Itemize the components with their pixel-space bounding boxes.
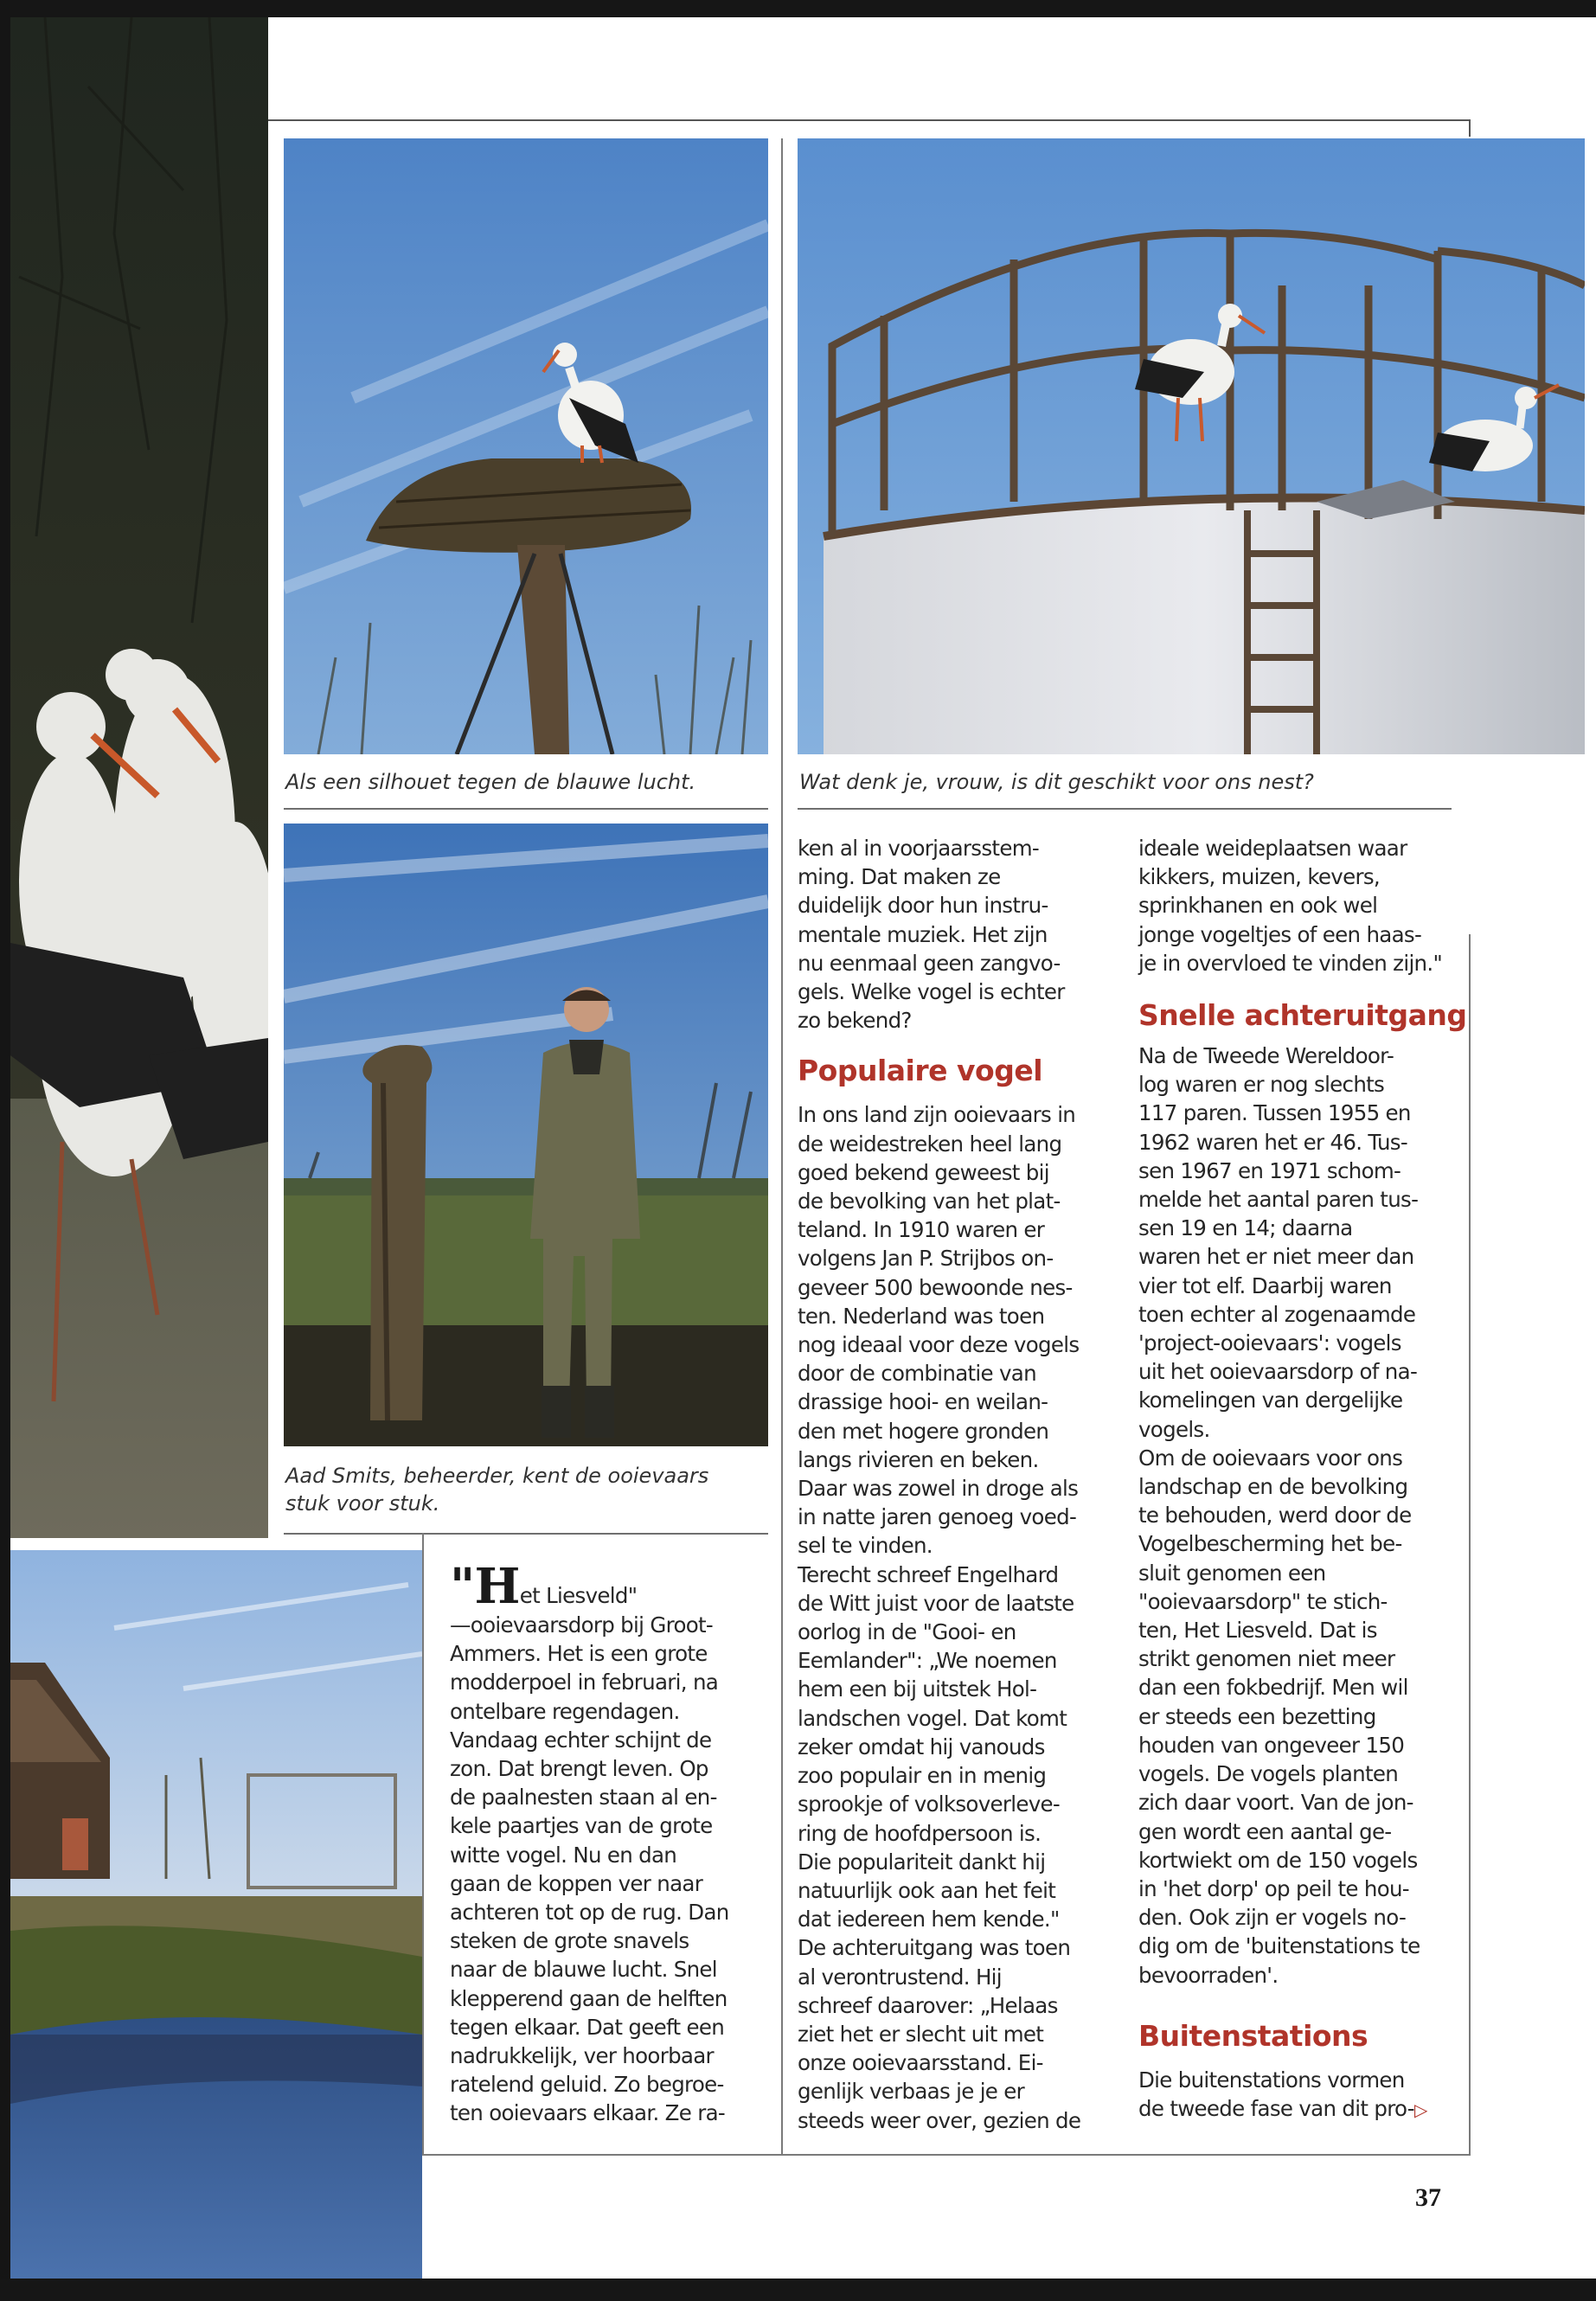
col2-body-line: zoo populair en in menig (798, 1763, 1047, 1789)
intro-line: achteren tot op de rug. Dan (450, 1900, 729, 1926)
intro-line: ten ooievaars elkaar. Ze ra- (450, 2100, 726, 2126)
intro-line: ontelbare regendagen. (450, 1698, 680, 1724)
col2-body-line: genlijk verbaas je je er (798, 2079, 1025, 2105)
col2-body-line: ten. Nederland was toen (798, 1303, 1045, 1329)
col2-body-line: ziet het er slecht uit met (798, 2021, 1044, 2047)
caption-warden (285, 1462, 753, 1517)
col2-body-line: natuurlijk ook aan het feit (798, 1877, 1056, 1903)
col2-body-line: de Witt juist voor de laatste (798, 1590, 1074, 1616)
col2-body-line: hem een bij uitstek Hol- (798, 1676, 1037, 1702)
col2-body-line: oorlog in de "Gooi- en (798, 1619, 1016, 1645)
col3-body-line: zich daar voort. Van de jon- (1138, 1790, 1413, 1816)
intro-line: zon. Dat brengt leven. Op (450, 1756, 708, 1782)
col3-body-line: strikt genomen niet meer (1138, 1646, 1395, 1672)
col3-body-line: "ooievaarsdorp" te stich- (1138, 1588, 1388, 1614)
col2-body-line: Eemlander": „We noemen (798, 1648, 1057, 1674)
col3-body-line: komelingen van dergelijke (1138, 1388, 1403, 1413)
heading-populaire-vogel: Populaire vogel (798, 1054, 1043, 1088)
heading-snelle-achteruitgang: Snelle achteruitgang (1138, 998, 1467, 1033)
intro-line: ratelend geluid. Zo begroe- (450, 2072, 724, 2098)
col3-body-line: landschap en de bevolking (1138, 1474, 1408, 1500)
page-bottom-edge (0, 2279, 1596, 2301)
col2-body-line: schreef daarover: „Helaas (798, 1992, 1058, 2018)
col3-body-line: vogels. De vogels planten (1138, 1761, 1399, 1787)
continue-arrow-icon: ▷ (1413, 2099, 1427, 2120)
col3-body-line: vier tot elf. Daarbij waren (1138, 1272, 1392, 1298)
col2-body-line: De achteruitgang was toen (798, 1935, 1071, 1961)
col2-body-line: zeker omdat hij vanouds (798, 1734, 1045, 1759)
col2-body-line: al verontrustend. Hij (798, 1964, 1002, 1990)
intro-line: steken de grote snavels (450, 1928, 689, 1954)
col3-body-line: log waren er nog slechts (1138, 1072, 1385, 1098)
col2-body-line: onze ooievaarsstand. Ei- (798, 2050, 1043, 2076)
dropcap-quote: " (450, 1558, 475, 1615)
col3-top-line: sprinkhanen en ook wel (1138, 893, 1378, 919)
col3-body-line: Na de Tweede Wereldoor- (1138, 1043, 1394, 1069)
col3-end-lines (1138, 2066, 1467, 2125)
col2-body-line: Terecht schreef Engelhard (798, 1561, 1059, 1587)
col3-top-line: je in overvloed te vinden zijn." (1138, 950, 1443, 976)
col2-body-line: door de combinatie van (798, 1361, 1036, 1387)
col2-body-line: sprookje of volksoverleve- (798, 1791, 1061, 1817)
col3-body-line: toen echter al zogenaamde (1138, 1301, 1416, 1327)
col3-body-line: sen 19 en 14; daarna (1138, 1215, 1353, 1241)
col2-body-line: steeds weer over, gezien de (798, 2107, 1081, 2133)
col2-top-lines (798, 834, 1118, 1035)
caption-warden-rule (284, 1533, 768, 1535)
intro-line: klepperend gaan de helften (450, 1985, 727, 2011)
col3-body-lines (1138, 1042, 1467, 1990)
caption-nest-rule (284, 808, 768, 810)
col2-body-lines (798, 1100, 1118, 2134)
article-column-3 (1138, 834, 1467, 2125)
page-number: 37 (1415, 2183, 1441, 2212)
col2-body-line: In ons land zijn ooievaars in (798, 1102, 1076, 1128)
caption-tower: Wat denk je, vrouw, is dit geschikt voor ons nest? (799, 770, 1314, 794)
col2-top-line: ken al in voorjaarsstem- (798, 836, 1040, 861)
col3-body-line: bevoorraden'. (1138, 1962, 1279, 1988)
col3-body-line: sen 1967 en 1971 schom- (1138, 1157, 1401, 1183)
col2-body-line: den met hogere gronden (798, 1418, 1049, 1444)
col3-body-line: waren het er niet meer dan (1138, 1244, 1414, 1270)
col2-top-line: duidelijk door hun instru- (798, 893, 1048, 919)
col2-body-line: Daar was zowel in droge als (798, 1476, 1079, 1502)
intro-line: tegen elkaar. Dat geeft een (450, 2014, 725, 2040)
intro-lines (450, 1611, 770, 2128)
intro-line: Ammers. Het is een grote (450, 1641, 708, 1667)
intro-line: naar de blauwe lucht. Snel (450, 1957, 717, 1983)
text-frame-right (1469, 934, 1471, 2156)
col3-body-line: 117 paren. Tussen 1955 en (1138, 1100, 1411, 1126)
text-frame-bottom (422, 2154, 1471, 2156)
caption-nest: Als een silhouet tegen de blauwe lucht. (285, 770, 696, 794)
col3-top-lines (1138, 834, 1467, 977)
col2-body-line: ring de hoofdpersoon is. (798, 1820, 1042, 1846)
col3-body-line: den. Ook zijn er vogels no- (1138, 1905, 1407, 1931)
col3-body-line: ten, Het Liesveld. Dat is (1138, 1618, 1377, 1644)
col3-body-line: 1962 waren het er 46. Tus- (1138, 1129, 1407, 1155)
col2-top-line: nu eenmaal geen zangvo- (798, 950, 1061, 976)
intro-line: nadrukkelijk, ver hoorbaar (450, 2043, 714, 2069)
col3-body-line: melde het aantal paren tus- (1138, 1187, 1419, 1213)
stork-nest-photo (284, 138, 768, 754)
intro-line-0: et Liesveld" (519, 1583, 638, 1608)
intro-line: gaan de koppen ver naar (450, 1870, 703, 1896)
column-divider (781, 138, 783, 2154)
col2-body-line: langs rivieren en beken. (798, 1446, 1039, 1472)
col2-top-line: mentale muziek. Het zijn (798, 921, 1048, 947)
col3-body-line: er steeds een bezetting (1138, 1703, 1376, 1729)
col3-body-line: vogels. (1138, 1416, 1210, 1442)
col3-body-line: sluit genomen een (1138, 1560, 1326, 1586)
col3-body-line: te behouden, werd door de (1138, 1503, 1412, 1529)
col2-body-line: de weidestreken heel lang (798, 1131, 1062, 1157)
col3-body-line: gen wordt een aantal ge- (1138, 1818, 1392, 1844)
header-rule-right (1469, 119, 1471, 137)
dropcap-line (450, 1558, 770, 1615)
col2-body-line: goed bekend geweest bij (798, 1159, 1049, 1185)
col2-body-line: Die populariteit dankt hij (798, 1849, 1046, 1875)
col3-body-line: uit het ooievaarsdorp of na- (1138, 1359, 1418, 1385)
page-top-edge (0, 0, 1596, 17)
col2-body-line: in natte jaren genoeg voed- (798, 1504, 1077, 1530)
col3-body-line: kortwiekt om de 150 vogels (1138, 1847, 1418, 1873)
col2-body-line: drassige hooi- en weilan- (798, 1389, 1048, 1415)
col3-body-line: Om de ooievaars voor ons (1138, 1445, 1403, 1471)
intro-line: modderpoel in februari, na (450, 1670, 719, 1695)
col2-body-line: volgens Jan P. Strijbos on- (798, 1246, 1054, 1272)
col2-top-line: ming. Dat maken ze (798, 864, 1001, 890)
col3-top-line: ideale weideplaatsen waar (1138, 836, 1407, 861)
col3-end-line: Die buitenstations vormen (1138, 2067, 1405, 2093)
text-frame-left (422, 1533, 424, 2154)
article-column-2 (798, 834, 1118, 2135)
article-column-1 (450, 1558, 770, 2128)
col2-body-line: dat iedereen hem kende." (798, 1907, 1060, 1932)
pond-landscape-photo (10, 1550, 422, 2279)
col2-top-line: zo bekend? (798, 1008, 912, 1034)
intro-line: kele paartjes van de grote (450, 1813, 713, 1839)
col2-body-line: landschen vogel. Dat komt (798, 1705, 1067, 1731)
col2-body-line: geveer 500 bewoonde nes- (798, 1274, 1073, 1300)
header-rule (268, 119, 1471, 121)
col3-body-line: 'project-ooievaars': vogels (1138, 1330, 1401, 1356)
intro-line: de paalnesten staan al en- (450, 1785, 717, 1811)
heading-buitenstations: Buitenstations (1138, 2018, 1368, 2053)
col3-body-line: houden van ongeveer 150 (1138, 1732, 1405, 1758)
col2-body-line: nog ideaal voor deze vogels (798, 1332, 1080, 1358)
col3-top-line: kikkers, muizen, kevers, (1138, 864, 1381, 890)
stork-tower-photo (798, 138, 1585, 754)
col3-body-line: dan een fokbedrijf. Men wil (1138, 1675, 1408, 1701)
col3-end-line: de tweede fase van dit pro-▷ (1138, 2095, 1427, 2121)
col2-body-line: teland. In 1910 waren er (798, 1217, 1045, 1243)
dropcap-letter: H (474, 1558, 520, 1615)
caption-tower-rule (798, 808, 1452, 810)
intro-line: witte vogel. Nu en dan (450, 1842, 677, 1868)
col3-body-line: Vogelbescherming het be- (1138, 1531, 1402, 1557)
col2-body-line: de bevolking van het plat- (798, 1189, 1061, 1215)
col2-top-line: gels. Welke vogel is echter (798, 979, 1065, 1005)
page-left-edge (0, 0, 10, 2301)
storks-closeup-photo (10, 17, 268, 1538)
intro-line: Vandaag echter schijnt de (450, 1727, 712, 1753)
intro-line: —ooievaarsdorp bij Groot- (450, 1612, 714, 1638)
col3-body-line: in 'het dorp' op peil te hou- (1138, 1875, 1409, 1901)
col3-top-line: jonge vogeltjes of een haas- (1138, 921, 1422, 947)
warden-photo (284, 824, 768, 1446)
caption-warden-text: Aad Smits, beheerder, kent de ooievaars stuk voor stuk. (285, 1464, 709, 1516)
col3-body-line: dig om de 'buitenstations te (1138, 1933, 1420, 1959)
col2-body-line: sel te vinden. (798, 1533, 933, 1559)
